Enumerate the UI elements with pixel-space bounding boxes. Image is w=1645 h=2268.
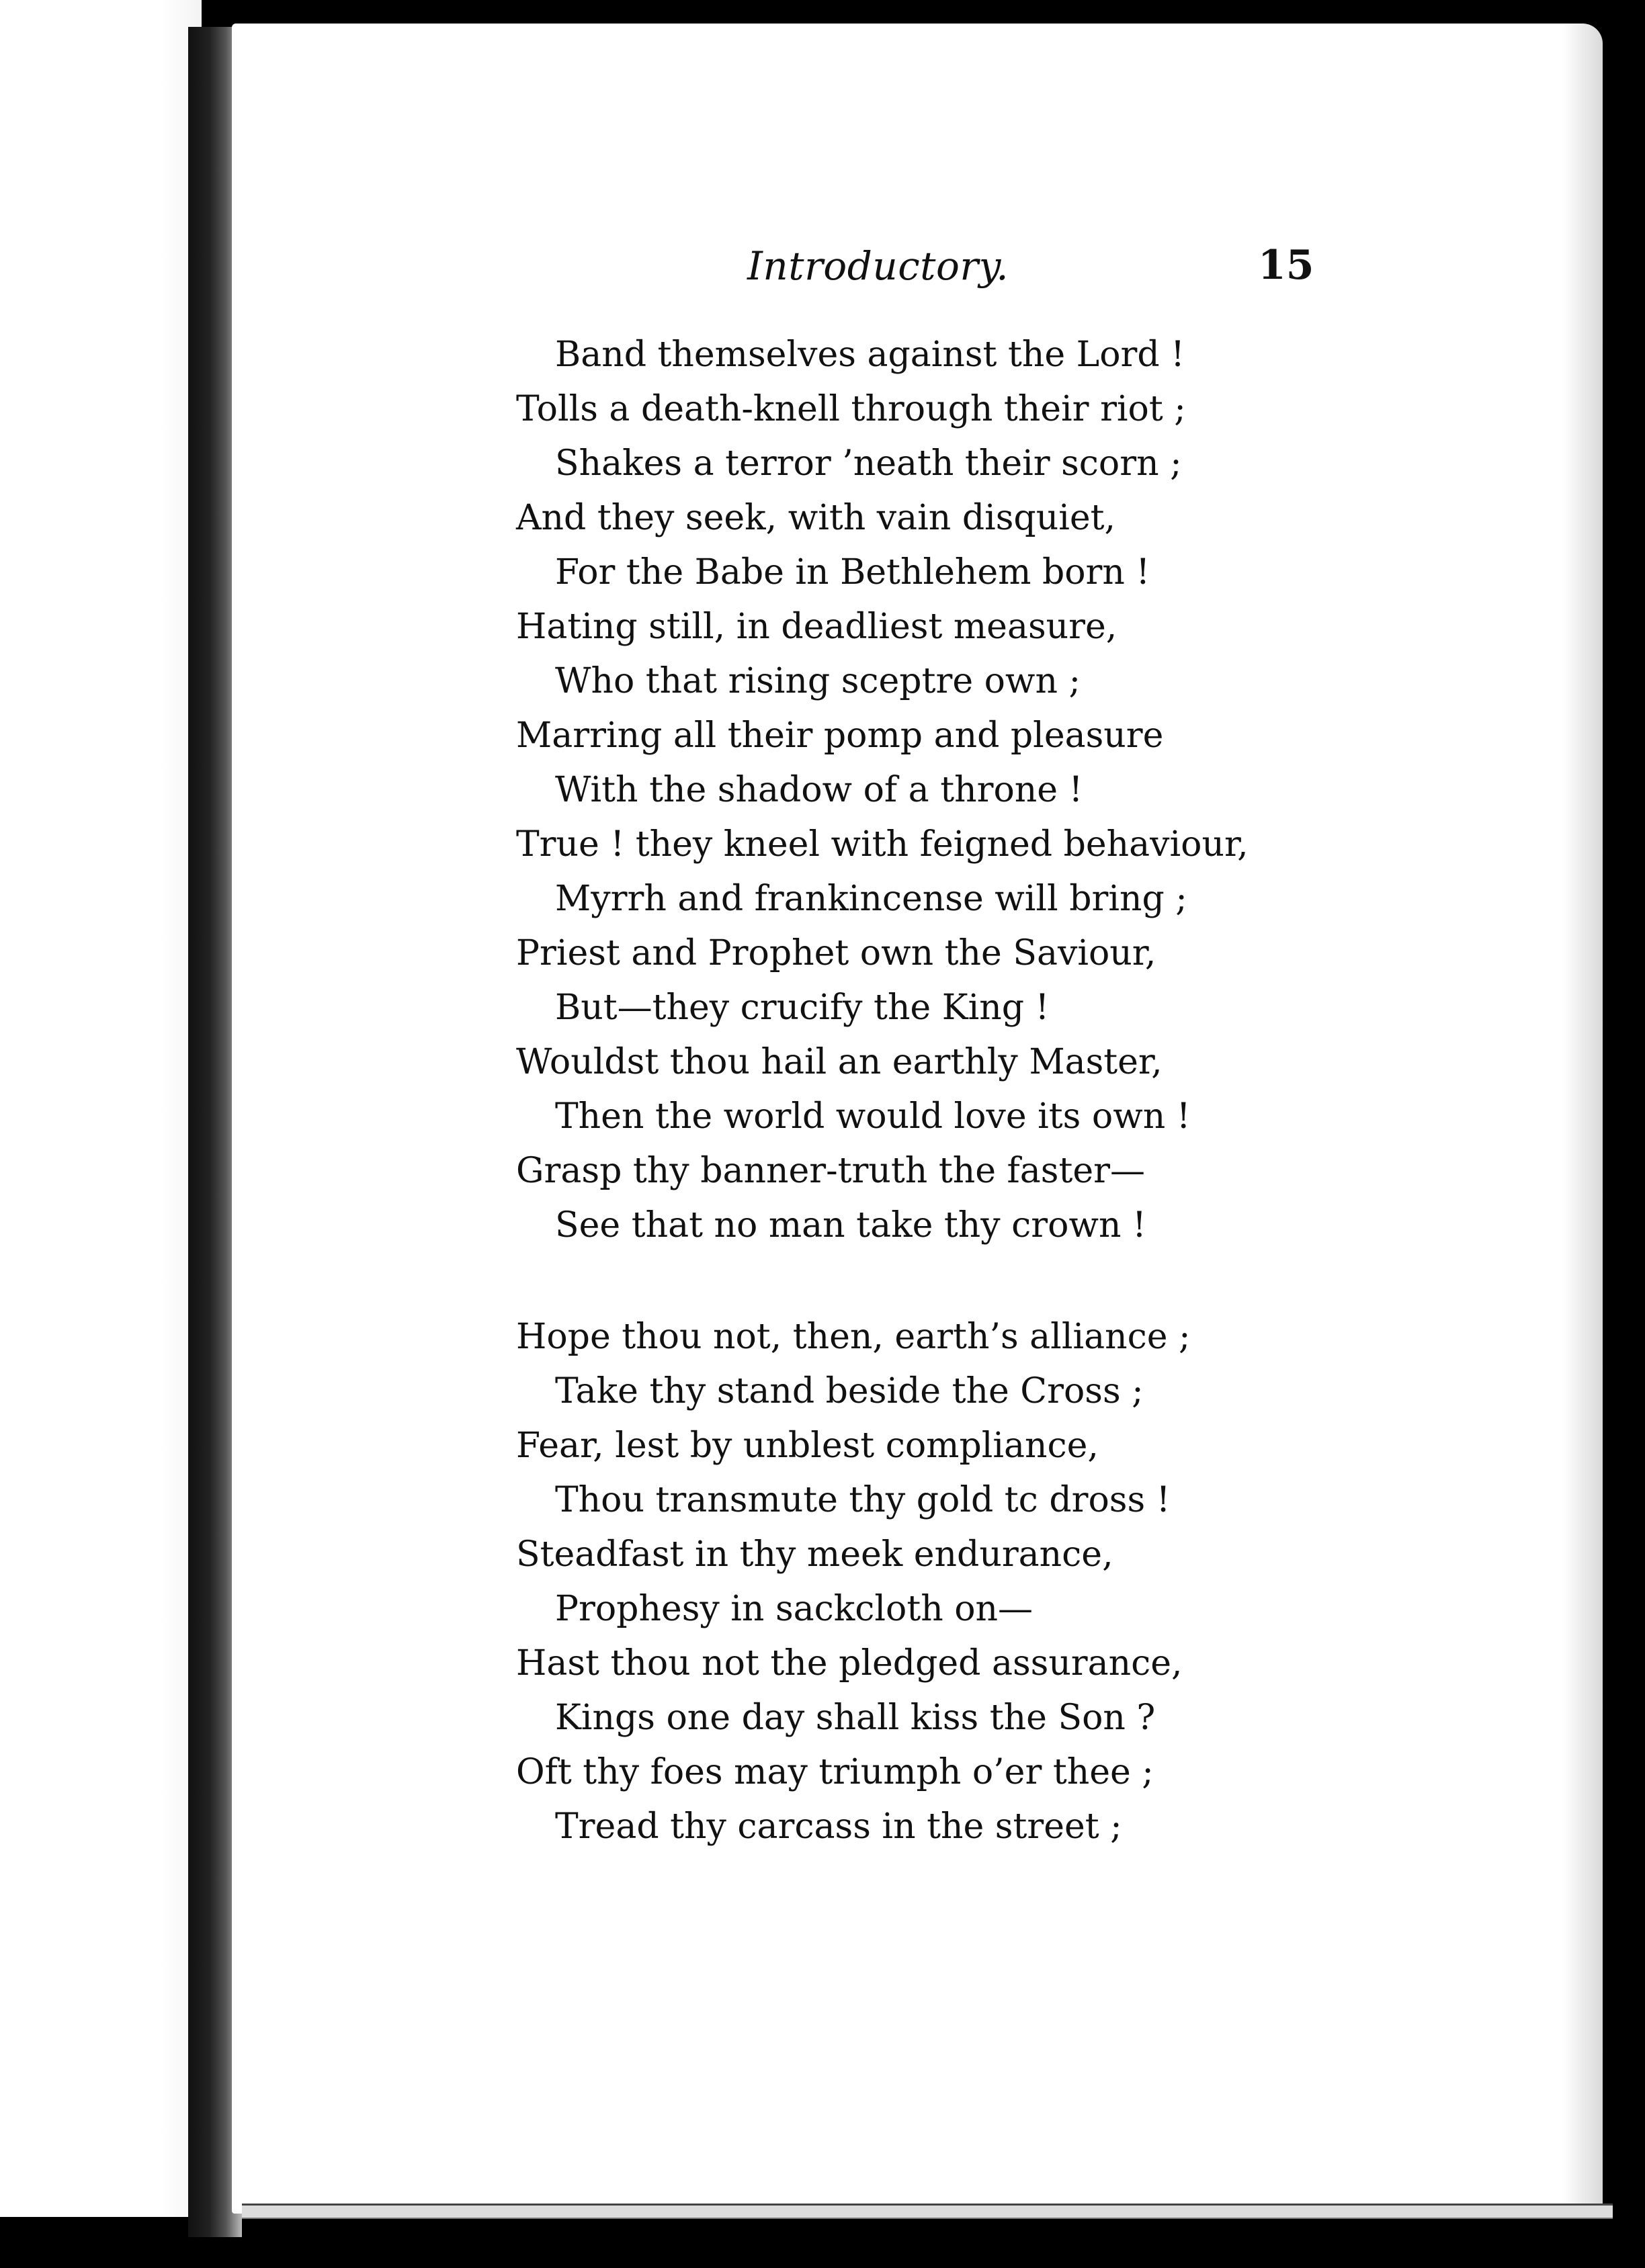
poem-line: Thou transmute thy gold tc dross !: [555, 1480, 1171, 1520]
page-bottom-edge: [242, 2204, 1613, 2219]
poem-line: Fear, lest by unblest compliance,: [516, 1426, 1099, 1466]
stanza: [516, 1310, 1376, 1854]
facing-page-edge: [0, 0, 202, 2217]
poem-line: True ! they kneel with feigned behaviour,: [516, 824, 1249, 865]
poem-line: And they seek, with vain disquiet,: [516, 498, 1116, 538]
poem-line: Band themselves against the Lord !: [555, 335, 1185, 375]
stanza-break: [516, 1253, 1376, 1310]
poem-line: Kings one day shall kiss the Son ?: [555, 1698, 1156, 1738]
page-edge-shadow: [1562, 24, 1603, 2214]
poem-line: Hating still, in deadliest measure,: [516, 607, 1117, 647]
poem-line: Shakes a terror ’neath their scorn ;: [555, 443, 1182, 484]
poem-line: With the shadow of a throne !: [555, 770, 1083, 810]
poem-line: But—they crucify the King !: [555, 988, 1050, 1028]
poem-line: Hope thou not, then, earth’s alliance ;: [516, 1317, 1191, 1357]
poem-line: Steadfast in thy meek endurance,: [516, 1534, 1113, 1575]
poem-line: Hast thou not the pledged assurance,: [516, 1643, 1183, 1684]
stanza: [516, 328, 1376, 1253]
page-number: 15: [1258, 242, 1314, 289]
running-head: Introductory.: [747, 243, 1009, 289]
poem-line: Tolls a death-knell through their riot ;: [516, 389, 1186, 429]
poem-line: Who that rising sceptre own ;: [555, 661, 1081, 701]
poem-line: Myrrh and frankincense will bring ;: [555, 879, 1187, 919]
poem-line: Priest and Prophet own the Saviour,: [516, 933, 1156, 973]
poem-line: See that no man take thy crown !: [555, 1205, 1146, 1246]
poem-line: Take thy stand beside the Cross ;: [555, 1371, 1144, 1411]
poem-line: For the Babe in Bethlehem born !: [555, 552, 1150, 593]
poem-line: Tread thy carcass in the street ;: [555, 1806, 1122, 1847]
poem-line: Then the world would love its own !: [555, 1096, 1191, 1137]
poem-line: Wouldst thou hail an earthly Master,: [516, 1042, 1163, 1082]
poem-text: [516, 328, 1376, 1854]
poem-line: Prophesy in sackcloth on—: [555, 1589, 1034, 1629]
poem-line: Grasp thy banner-truth the faster—: [516, 1151, 1145, 1191]
poem-line: Marring all their pomp and pleasure: [516, 715, 1164, 756]
poem-line: Oft thy foes may triumph o’er thee ;: [516, 1752, 1154, 1792]
